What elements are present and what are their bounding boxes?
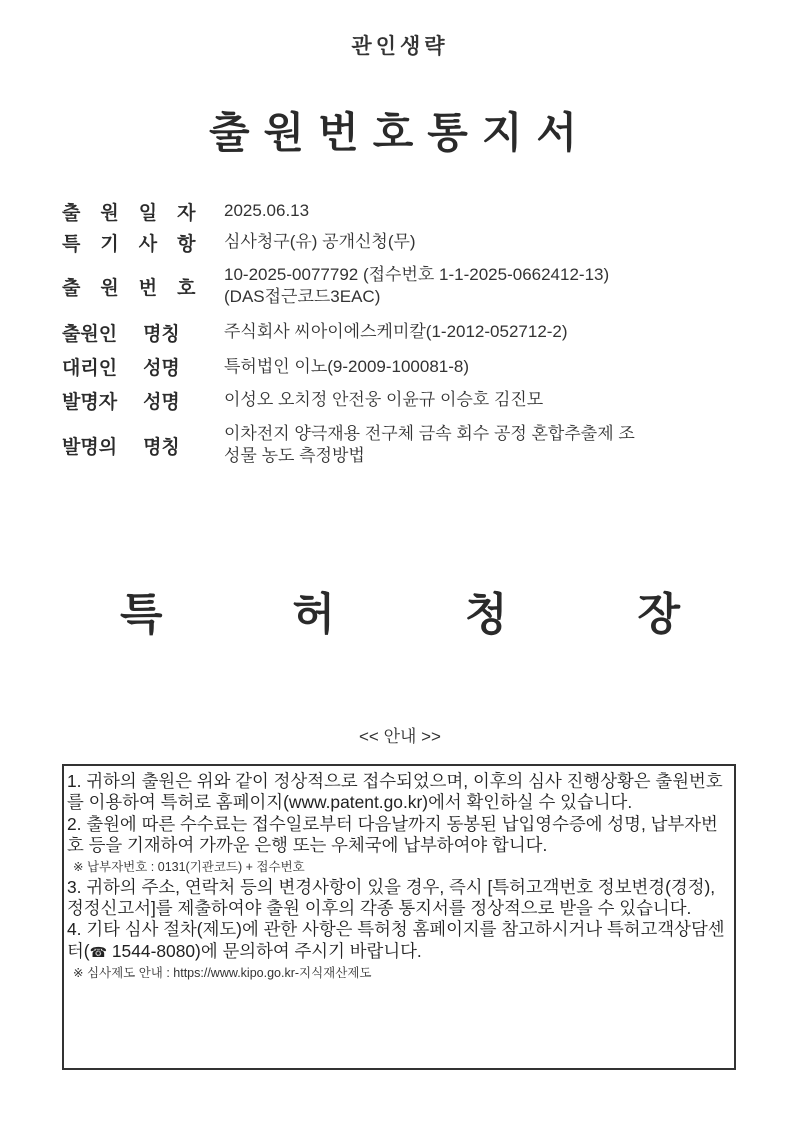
- field-label-invention-title: 발명의 명칭: [62, 435, 180, 458]
- notice-item-1: 1. 귀하의 출원은 위와 같이 정상적으로 접수되었으며, 이후의 심사 진행상황은 출원번호를 이용하여 특허로 홈페이지(www.patent.go.kr)에서 확인하실 수 있습니다.: [67, 771, 723, 813]
- invention-title-line1: 이차전지 양극재용 전구체 금속 회수 공정 혼합추출제 조: [224, 424, 635, 443]
- field-row-agent-name: [62, 350, 752, 383]
- field-label-applicant-name: 출원인 명칭: [62, 322, 180, 345]
- field-row-applicant-name: [62, 314, 752, 350]
- field-value-inventor-names: 이성오 오치정 안전웅 이윤규 이승호 김진모: [224, 390, 544, 409]
- application-number-line1: 10-2025-0077792 (접수번호 1-1-2025-0662412-13): [224, 265, 610, 284]
- issuer-char: 특: [120, 589, 163, 640]
- field-row-remarks: [62, 226, 752, 258]
- field-label-inventor-names: 발명자 성명: [62, 390, 180, 413]
- header-note: 관인생략: [351, 34, 449, 58]
- field-value-applicant-name: 주식회사 씨아이에스케미칼(1-2012-052712-2): [224, 322, 568, 341]
- issuer-signature: [120, 578, 680, 642]
- application-info-table: [62, 196, 752, 473]
- notice-item-4-text-b: 1544-8080)에 문의하여 주시기 바랍니다.: [107, 940, 422, 961]
- field-value-invention-title: [224, 417, 752, 473]
- notice-item-4-note: ※ 심사제도 안내 : https://www.kipo.go.kr-지식재산제도: [73, 966, 372, 981]
- issuer-char: 청: [464, 589, 508, 640]
- notice-item-4: [67, 919, 730, 963]
- field-row-application-number: [62, 258, 752, 314]
- field-row-filing-date: [62, 196, 752, 226]
- notice-item-3: 3. 귀하의 주소, 연락처 등의 변경사항이 있을 경우, 즉시 [특허고객번호 정보변경(경정), 정정신고서]를 제출하여야 출원 이후의 각종 통지서를 정상적으로 받을 수 있습니다.: [67, 876, 716, 919]
- field-label-filing-date: 출 원 일 자: [62, 201, 196, 224]
- field-value-application-number: [224, 258, 752, 314]
- document-title: 출원번호통지서: [208, 108, 591, 157]
- phone-icon: ☎: [89, 943, 108, 960]
- issuer-char: 허: [292, 589, 335, 640]
- field-label-application-number: 출 원 번 호: [62, 276, 196, 299]
- notice-item-2-note: ※ 납부자번호 : 0131(기관코드) + 접수번호: [73, 859, 305, 874]
- field-value-agent-name: 특허법인 이노(9-2009-100081-8): [224, 356, 470, 376]
- notice-item-4-text-a: 4. 기타 심사 절차(제도)에 관한 사항은 특허청 홈페이지를 참고하시거나 특허고객상담센터(: [67, 919, 725, 961]
- field-label-agent-name: 대리인 성명: [62, 357, 180, 379]
- application-number-line2: (DAS접근코드3EAC): [224, 287, 381, 306]
- field-row-inventor-names: [62, 383, 752, 417]
- field-value-remarks: 심사청구(유) 공개신청(무): [224, 232, 416, 251]
- field-value-filing-date: 2025.06.13: [224, 201, 310, 220]
- invention-title-line2: 성물 농도 측정방법: [224, 446, 365, 465]
- issuer-char: 장: [637, 589, 680, 640]
- guide-heading: << 안내 >>: [358, 727, 441, 746]
- field-label-remarks: 특 기 사 항: [62, 232, 196, 255]
- notice-item-2: 2. 출원에 따른 수수료는 접수일로부터 다음날까지 동봉된 납입영수증에 성명, 납부자번호 등을 기재하여 가까운 은행 또는 우체국에 납부하여야 합니다.: [67, 813, 718, 856]
- notice-box: [62, 764, 736, 1070]
- field-row-invention-title: [62, 417, 752, 473]
